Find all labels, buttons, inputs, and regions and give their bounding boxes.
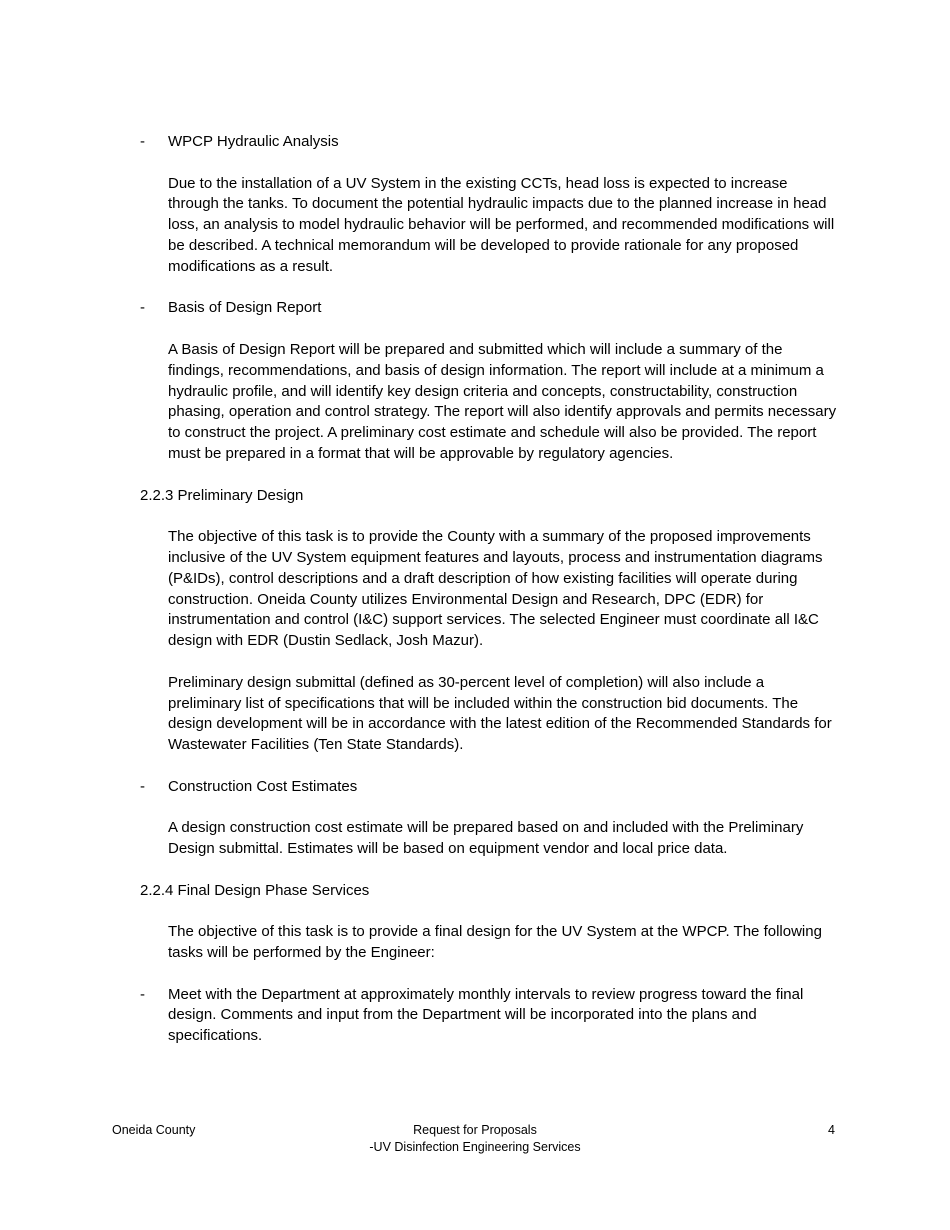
final-design-paragraph: The objective of this task is to provide a final design for the UV System at the WPCP. The following tasks will be performed by the Engineer: [168,923,822,962]
preliminary-design-paragraph-2: Preliminary design submittal (defined as 30-percent level of completion) will also include a preliminary list of specifications that will be included within the construction bid documents. The design development will be in accordance with the latest edition of the Recommended Standards for Wastewater Facilities (Ten State Standards). [168,673,832,754]
bullet-title: Construction Cost Estimates [168,777,358,795]
document-body [140,132,840,1047]
bullet-basis-of-design [140,298,840,319]
bullet-construction-cost [140,777,840,798]
preliminary-design-paragraph-1: The objective of this task is to provide the County with a summary of the proposed improvements inclusive of the UV System equipment features and layouts, process and instrumentation diagrams (P&IDs), control descriptions and a draft description of how existing facilities will operate during construction. Oneida County utilizes Environmental Design and Research, DPC (EDR) for instrumentation and control (I&C) support services. The selected Engineer must coordinate all I&C design with EDR (Dustin Sedlack, Josh Mazur). [168,528,823,650]
bullet-monthly-meetings [140,985,840,1047]
section-heading-final-design: 2.2.4 Final Design Phase Services [140,881,370,899]
bullet-dash: - [140,777,145,795]
bullet-dash: - [140,985,145,1003]
footer-title-line-1: Request for Proposals [413,1123,537,1137]
footer-title-line-2: -UV Disinfection Engineering Services [369,1140,581,1154]
bullet-text: Meet with the Department at approximately monthly intervals to review progress toward the final design. Comments and input from the Department will be incorporated into the plans and specifications. [168,985,804,1045]
page-number: 4 [828,1123,835,1137]
construction-cost-paragraph: A design construction cost estimate will be prepared based on and included with the Preliminary Design submittal. Estimates will be based on equipment vendor and local price data. [168,819,804,858]
bullet-hydraulic-analysis [140,132,840,153]
basis-of-design-paragraph: A Basis of Design Report will be prepared and submitted which will include a summary of the findings, recommendations, and basis of design information. The report will include at a minimum a hydraulic profile, and will identify key design criteria and concepts, constructability, construction phasing, operation and control strategy. The report will also identify approvals and permits necessary to construct the project. A preliminary cost estimate and schedule will also be provided. The report must be prepared in a format that will be approvable by regulatory agencies. [168,340,837,462]
bullet-title: WPCP Hydraulic Analysis [168,133,339,150]
footer-organization: Oneida County [112,1123,196,1137]
section-heading-preliminary-design: 2.2.3 Preliminary Design [140,486,304,504]
hydraulic-analysis-paragraph: Due to the installation of a UV System in the existing CCTs, head loss is expected to increase through the tanks. To document the potential hydraulic impacts due to the planned increase in head loss, an analysis to model hydraulic behavior will be performed, and recommended modifications will be described. A technical memorandum will be developed to provide rationale for any proposed modifications as a result. [168,174,835,275]
bullet-dash: - [140,133,145,150]
bullet-title: Basis of Design Report [168,299,322,317]
bullet-dash: - [140,299,145,317]
footer-document-title [0,1122,950,1156]
